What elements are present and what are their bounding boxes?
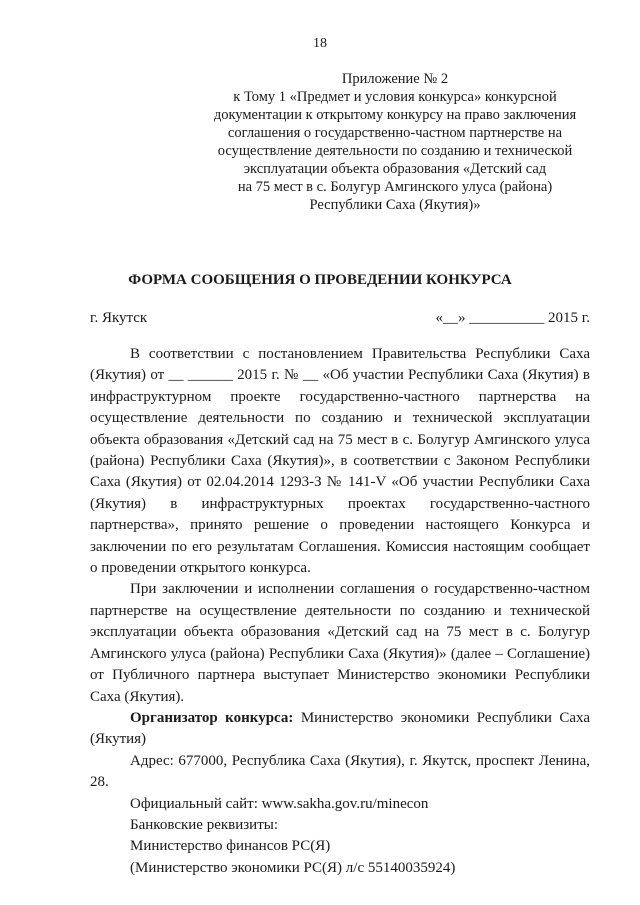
paragraph-bank-line2: (Министерство экономики РС(Я) л/с 55140035924) <box>130 859 456 876</box>
paragraph-bank-line1: Министерство финансов РС(Я) <box>130 838 331 855</box>
appendix-line: к Тому 1 «Предмет и условия конкурса» конкурсной <box>233 89 557 105</box>
organizer-value: Министерство экономики Республики Саха (Якутия) <box>90 709 590 748</box>
date: «__» __________ 2015 г. <box>435 310 590 326</box>
page-number: 18 <box>313 36 327 51</box>
paragraph-public-partner: При заключении и исполнении соглашения о государственно-частном партнерстве на осуществление деятельности по созданию и технической эксплуатации объекта образования «Детский сад на 75 мест в с. Болугур Амгинского улуса (района) Республики Саха (Якутия)» (далее – Соглашение) от Публичного партнера выступает Министерство экономики Республики Саха (Якутия). <box>90 581 590 705</box>
paragraph-legal-basis: В соответствии с постановлением Правительства Республики Саха (Якутия) от __ ______ 2015 г. № __ «Об участии Республики Саха (Якутия) в инфраструктурном проекте государственно-частного партнерства на осуществление деятельности по созданию и технической эксплуатации объекта образования «Детский сад на 75 мест в с. Болугур Амгинского улуса (района) Республики Саха (Якутия)», в соответствии с Законом Республики Саха (Якутия) от 02.04.2014 1293-З № 141-V «Об участии Республики Саха (Якутия) в инфраструктурных проектах государственно-частного партнерства», принято решение о проведении настоящего Конкурса и заключении по его результатам Соглашения. Комиссия настоящим сообщает о проведении открытого конкурса. <box>90 346 590 577</box>
appendix-line: эксплуатации объекта образования «Детский сад <box>243 161 547 177</box>
appendix-line: документации к открытому конкурсу на право заключения <box>213 107 577 123</box>
organizer-label: Организатор конкурса: <box>130 709 294 726</box>
appendix-line: осуществление деятельности по созданию и технической <box>217 143 573 159</box>
body-text <box>90 344 590 879</box>
place-date-row <box>90 310 590 327</box>
paragraph-bank-label: Банковские реквизиты: <box>130 816 279 833</box>
place: г. Якутск <box>90 310 148 326</box>
paragraph-website: Официальный сайт: www.sakha.gov.ru/minecon <box>130 795 429 812</box>
appendix-line: соглашения о государственно-частном партнерстве на <box>227 125 563 141</box>
appendix-line: Приложение № 2 <box>341 71 449 87</box>
appendix-line: на 75 мест в с. Болугур Амгинского улуса (района) <box>237 179 553 195</box>
paragraph-address: Адрес: 677000, Республика Саха (Якутия), г. Якутск, проспект Ленина, 28. <box>90 752 590 791</box>
paragraph-organizer <box>90 708 590 751</box>
appendix-header <box>200 70 590 214</box>
form-title: ФОРМА СООБЩЕНИЯ О ПРОВЕДЕНИИ КОНКУРСА <box>128 272 512 288</box>
appendix-line: Республики Саха (Якутия)» <box>309 197 481 213</box>
